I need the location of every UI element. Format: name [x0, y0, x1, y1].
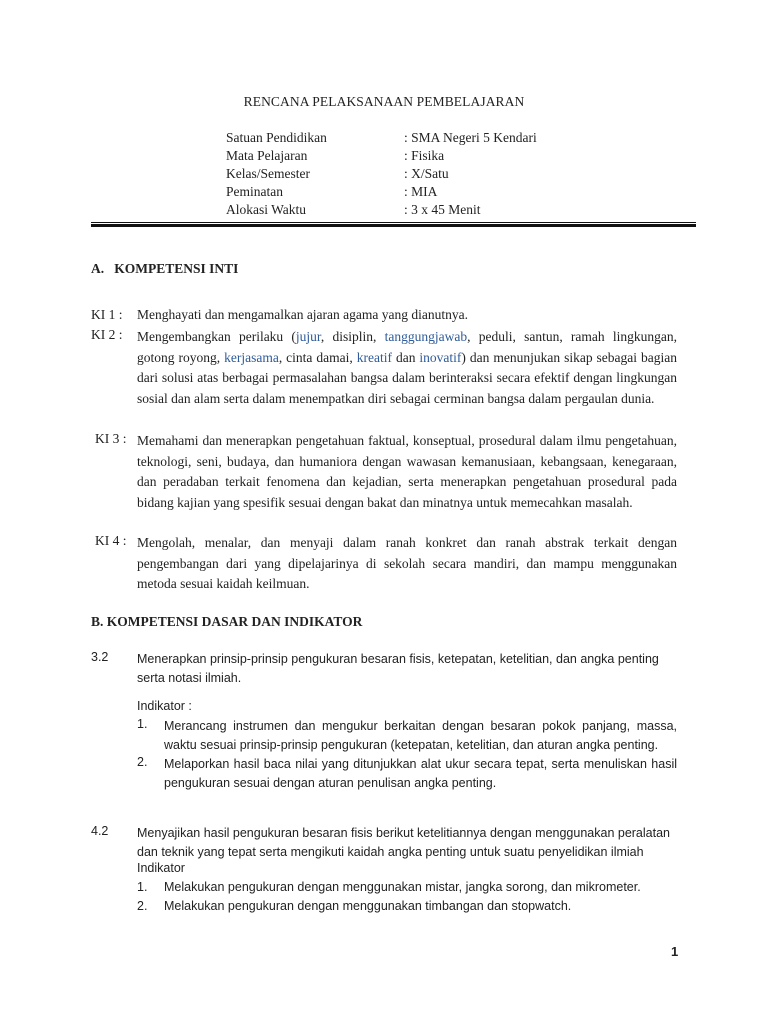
keyword-kerjasama: kerjasama: [224, 349, 279, 365]
ki1-text: Menghayati dan mengamalkan ajaran agama yang dianutnya.: [137, 307, 468, 322]
ki2-text: Mengembangkan perilaku (jujur, disiplin, tanggungjawab, peduli, santun, ramah lingkungan, gotong royong, kerjasama, cinta damai, kreatif dan inovatif) dan menunjukan sikap sebagai bagian dari solusi atas berbagai permasalahan bangsa dalam berinteraksi secara efektif dengan lingkungan sosial dan alam serta dalam menempatkan diri sebagai cerminan bangsa dalam pergaulan dunia.: [137, 329, 678, 406]
section-a-heading: A. KOMPETENSI INTI: [91, 261, 239, 276]
ki4-label: KI 4 :: [95, 533, 127, 548]
indicator-number: 1.: [137, 880, 148, 894]
header-divider-thin: [91, 222, 696, 223]
identity-label: Mata Pelajaran: [226, 148, 308, 163]
kd-number: 4.2: [91, 824, 109, 838]
header-divider-thick: [91, 224, 696, 227]
indicator-text: Melakukan pengukuran dengan menggunakan mistar, jangka sorong, dan mikrometer.: [164, 880, 641, 894]
identity-label: Kelas/Semester: [226, 166, 310, 181]
page-number: 1: [671, 944, 679, 959]
kd-text: Menyajikan hasil pengukuran besaran fisis berikut ketelitiannya dengan menggunakan peralatan dan teknik yang tepat serta mengikuti kaidah angka penting untuk suatu penyelidikan ilmiah: [137, 826, 670, 859]
identity-value: : 3 x 45 Menit: [404, 202, 481, 217]
identity-value: : SMA Negeri 5 Kendari: [404, 130, 537, 145]
kd-number: 3.2: [91, 650, 109, 664]
keyword-kreatif: kreatif: [356, 349, 392, 365]
indicator-text: Melaporkan hasil baca nilai yang ditunjukkan alat ukur secara tepat, serta menuliskan hasil pengukuran sesuai dengan aturan penulisan angka penting.: [164, 757, 677, 790]
ki3-text: Memahami dan menerapkan pengetahuan faktual, konseptual, prosedural dalam ilmu pengetahuan, teknologi, seni, budaya, dan humaniora dengan wawasan kemanusiaan, kebangsaan, kenegaraan, dan peradaban terkait fenomena dan kejadian, serta menerapkan pengetahuan prosedural pada bidang kajian yang spesifik sesuai dengan bakat dan minatnya untuk memecahkan masalah.: [137, 433, 677, 510]
section-b-heading: B. KOMPETENSI DASAR DAN INDIKATOR: [91, 614, 363, 629]
identity-value: : X/Satu: [404, 166, 449, 181]
keyword-inovatif: inovatif: [419, 349, 462, 365]
indicator-number: 2.: [137, 899, 148, 913]
indicator-number: 2.: [137, 755, 148, 769]
indicator-text: Merancang instrumen dan mengukur berkaitan dengan besaran pokok panjang, massa, waktu sesuai prinsip-prinsip pengukuran (ketepatan, ketelitian, dan aturan angka penting.: [164, 719, 677, 752]
identity-label: Satuan Pendidikan: [226, 130, 327, 145]
indikator-label: Indikator :: [137, 699, 192, 713]
document-title: RENCANA PELAKSANAAN PEMBELAJARAN: [243, 94, 525, 109]
identity-value: : Fisika: [404, 148, 445, 163]
identity-value: : MIA: [404, 184, 438, 199]
keyword-tanggungjawab: tanggungjawab: [384, 329, 468, 344]
keyword-jujur: jujur: [295, 329, 321, 344]
ki2-label: KI 2 :: [91, 327, 123, 342]
ki1-label: KI 1 :: [91, 307, 123, 322]
ki3-label: KI 3 :: [95, 431, 127, 446]
identity-label: Peminatan: [226, 184, 283, 199]
indikator-label: Indikator: [137, 861, 185, 875]
identity-label: Alokasi Waktu: [226, 202, 307, 217]
indicator-number: 1.: [137, 717, 148, 731]
kd-text: Menerapkan prinsip-prinsip pengukuran besaran fisis, ketepatan, ketelitian, dan angka penting serta notasi ilmiah.: [137, 652, 659, 685]
ki4-text: Mengolah, menalar, dan menyaji dalam ranah konkret dan ranah abstrak terkait dengan pengembangan dari yang dipelajarinya di sekolah secara mandiri, dan mampu menggunakan metoda sesuai kaidah keilmuan.: [137, 535, 677, 591]
indicator-text: Melakukan pengukuran dengan menggunakan timbangan dan stopwatch.: [164, 899, 572, 913]
